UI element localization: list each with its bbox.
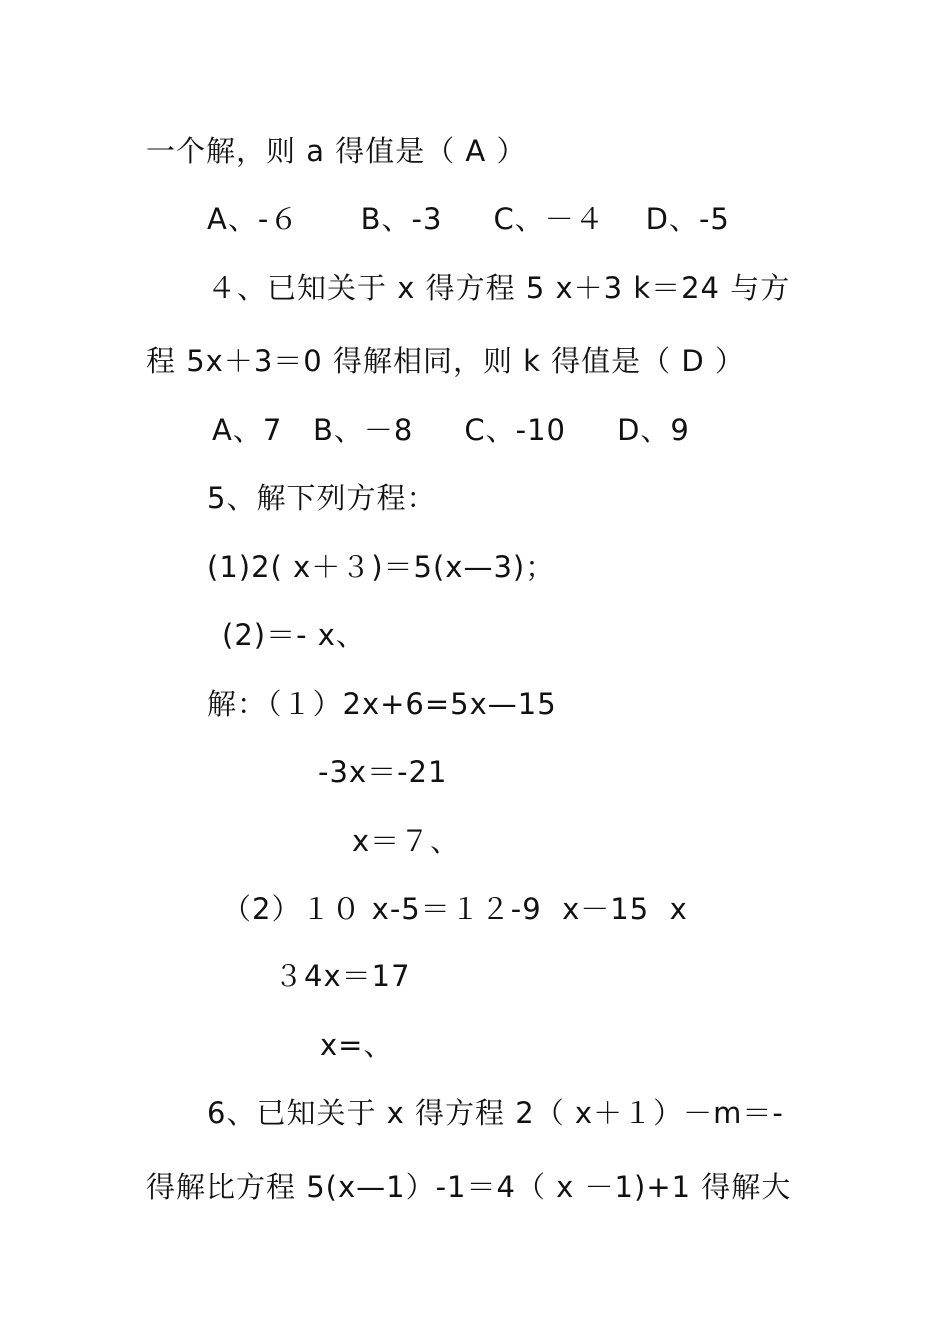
question-6-line-2: 得解比方程 5(x—1）-1＝4（ x －1)+1 得解大 (146, 1170, 792, 1204)
equation-2: (2)＝- x、 (222, 618, 366, 652)
question-4-line-2: 程 5x＋3＝0 得解相同，则 k 得值是（ D ） (146, 344, 745, 378)
solution-2-result: x=、 (320, 1028, 394, 1062)
question-5-heading: 5、解下列方程： (207, 481, 437, 515)
choices-q3: A、-６ B、-3 C、－４ D、-5 (207, 202, 730, 236)
question-4-line-1: ４、已知关于 x 得方程 5 x＋3 k＝24 与方 (207, 271, 791, 305)
text-line-1: 一个解，则 a 得值是（ A ） (146, 134, 527, 168)
solution-1-result: x＝７、 (352, 824, 461, 858)
solution-2-step-2: ３4x＝17 (274, 959, 411, 993)
question-6-line-1: 6、已知关于 x 得方程 2（ x＋１）－m＝- (207, 1096, 784, 1130)
solution-1-step-1: 解：（１）2x+6=5x—15 (207, 687, 557, 721)
solution-1-step-2: -3x＝-21 (318, 755, 448, 789)
equation-1: (1)2( x＋３)＝5(x—3)； (207, 550, 556, 584)
choices-q4: A、7 B、－8 C、-10 D、9 (212, 413, 690, 447)
solution-2-step-1: （2）１０ x-5＝１２-9 x－15 x (222, 892, 688, 926)
